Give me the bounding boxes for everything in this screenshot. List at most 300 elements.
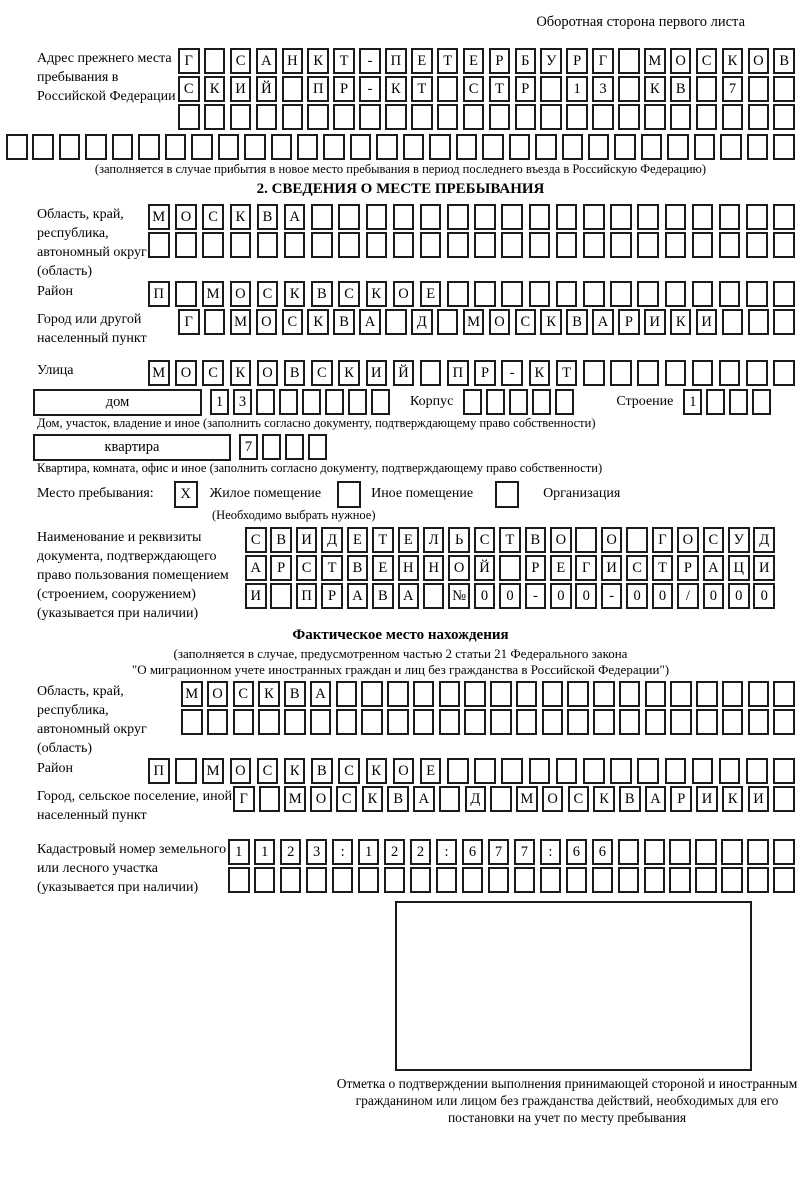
- char-cell[interactable]: [420, 204, 442, 230]
- char-cell[interactable]: [593, 709, 615, 735]
- char-cell[interactable]: [474, 204, 496, 230]
- char-cell[interactable]: В: [372, 583, 394, 609]
- char-cell[interactable]: [593, 681, 615, 707]
- char-cell[interactable]: [474, 281, 496, 307]
- char-cell[interactable]: П: [385, 48, 407, 74]
- char-cell[interactable]: М: [148, 204, 170, 230]
- other-premises-checkbox[interactable]: [337, 481, 361, 508]
- char-cell[interactable]: [361, 709, 383, 735]
- char-cell[interactable]: [501, 281, 523, 307]
- char-cell[interactable]: [254, 867, 276, 893]
- char-cell[interactable]: К: [529, 360, 551, 386]
- char-cell[interactable]: Е: [411, 48, 433, 74]
- char-cell[interactable]: -: [501, 360, 523, 386]
- char-cell[interactable]: [637, 204, 659, 230]
- char-cell[interactable]: 0: [474, 583, 496, 609]
- char-cell[interactable]: [32, 134, 54, 160]
- char-cell[interactable]: М: [230, 309, 252, 335]
- char-cell[interactable]: 1: [566, 76, 588, 102]
- char-cell[interactable]: [413, 709, 435, 735]
- char-cell[interactable]: [618, 76, 640, 102]
- char-cell[interactable]: [436, 867, 458, 893]
- char-cell[interactable]: [338, 232, 360, 258]
- char-cell[interactable]: К: [722, 786, 744, 812]
- char-cell[interactable]: О: [601, 527, 623, 553]
- char-cell[interactable]: [516, 681, 538, 707]
- char-cell[interactable]: У: [540, 48, 562, 74]
- char-cell[interactable]: [384, 867, 406, 893]
- char-cell[interactable]: [645, 681, 667, 707]
- char-cell[interactable]: 6: [462, 839, 484, 865]
- char-cell[interactable]: Т: [372, 527, 394, 553]
- char-cell[interactable]: [256, 104, 278, 130]
- char-cell[interactable]: [592, 867, 614, 893]
- char-cell[interactable]: 0: [753, 583, 775, 609]
- char-cell[interactable]: [348, 389, 367, 415]
- char-cell[interactable]: В: [270, 527, 292, 553]
- char-cell[interactable]: [719, 204, 741, 230]
- char-cell[interactable]: В: [284, 681, 306, 707]
- char-cell[interactable]: Н: [423, 555, 445, 581]
- char-cell[interactable]: [282, 76, 304, 102]
- char-cell[interactable]: [540, 867, 562, 893]
- char-cell[interactable]: В: [619, 786, 641, 812]
- char-cell[interactable]: И: [644, 309, 666, 335]
- char-cell[interactable]: [358, 867, 380, 893]
- char-cell[interactable]: [393, 232, 415, 258]
- char-cell[interactable]: [311, 232, 333, 258]
- char-cell[interactable]: [618, 867, 640, 893]
- char-cell[interactable]: А: [398, 583, 420, 609]
- char-cell[interactable]: К: [540, 309, 562, 335]
- char-cell[interactable]: М: [202, 758, 224, 784]
- char-cell[interactable]: Д: [465, 786, 487, 812]
- char-cell[interactable]: [529, 232, 551, 258]
- char-cell[interactable]: [403, 134, 425, 160]
- char-cell[interactable]: [486, 389, 505, 415]
- char-cell[interactable]: [747, 134, 769, 160]
- char-cell[interactable]: Т: [652, 555, 674, 581]
- char-cell[interactable]: И: [245, 583, 267, 609]
- char-cell[interactable]: В: [257, 204, 279, 230]
- char-cell[interactable]: С: [202, 204, 224, 230]
- house-type-field[interactable]: дом: [33, 389, 202, 416]
- char-cell[interactable]: [529, 758, 551, 784]
- char-cell[interactable]: О: [230, 758, 252, 784]
- char-cell[interactable]: [669, 867, 691, 893]
- char-cell[interactable]: [746, 360, 768, 386]
- char-cell[interactable]: 0: [626, 583, 648, 609]
- char-cell[interactable]: [592, 104, 614, 130]
- char-cell[interactable]: [447, 232, 469, 258]
- char-cell[interactable]: [447, 281, 469, 307]
- char-cell[interactable]: [696, 681, 718, 707]
- char-cell[interactable]: [464, 681, 486, 707]
- char-cell[interactable]: А: [413, 786, 435, 812]
- char-cell[interactable]: [619, 709, 641, 735]
- char-cell[interactable]: [501, 204, 523, 230]
- char-cell[interactable]: Т: [333, 48, 355, 74]
- char-cell[interactable]: А: [347, 583, 369, 609]
- char-cell[interactable]: С: [703, 527, 725, 553]
- char-cell[interactable]: [333, 104, 355, 130]
- char-cell[interactable]: [719, 232, 741, 258]
- char-cell[interactable]: [332, 867, 354, 893]
- char-cell[interactable]: 2: [384, 839, 406, 865]
- apartment-type-field[interactable]: квартира: [33, 434, 231, 461]
- char-cell[interactable]: [181, 709, 203, 735]
- char-cell[interactable]: М: [181, 681, 203, 707]
- char-cell[interactable]: [280, 867, 302, 893]
- char-cell[interactable]: С: [311, 360, 333, 386]
- char-cell[interactable]: [366, 232, 388, 258]
- char-cell[interactable]: [692, 281, 714, 307]
- char-cell[interactable]: [258, 709, 280, 735]
- char-cell[interactable]: С: [282, 309, 304, 335]
- char-cell[interactable]: [567, 709, 589, 735]
- char-cell[interactable]: [773, 281, 795, 307]
- char-cell[interactable]: [447, 758, 469, 784]
- char-cell[interactable]: С: [257, 281, 279, 307]
- char-cell[interactable]: С: [245, 527, 267, 553]
- char-cell[interactable]: [308, 434, 327, 460]
- char-cell[interactable]: Т: [556, 360, 578, 386]
- char-cell[interactable]: [148, 232, 170, 258]
- char-cell[interactable]: [746, 281, 768, 307]
- char-cell[interactable]: [748, 309, 770, 335]
- char-cell[interactable]: [178, 104, 200, 130]
- char-cell[interactable]: [746, 232, 768, 258]
- char-cell[interactable]: 7: [722, 76, 744, 102]
- char-cell[interactable]: [376, 134, 398, 160]
- char-cell[interactable]: [610, 360, 632, 386]
- char-cell[interactable]: Е: [550, 555, 572, 581]
- char-cell[interactable]: [535, 134, 557, 160]
- char-cell[interactable]: К: [284, 758, 306, 784]
- char-cell[interactable]: С: [233, 681, 255, 707]
- char-cell[interactable]: [746, 758, 768, 784]
- char-cell[interactable]: [464, 709, 486, 735]
- char-cell[interactable]: [359, 104, 381, 130]
- char-cell[interactable]: [279, 389, 298, 415]
- char-cell[interactable]: К: [366, 758, 388, 784]
- char-cell[interactable]: [665, 281, 687, 307]
- char-cell[interactable]: О: [677, 527, 699, 553]
- char-cell[interactable]: [207, 709, 229, 735]
- char-cell[interactable]: [644, 839, 666, 865]
- char-cell[interactable]: [610, 232, 632, 258]
- char-cell[interactable]: 7: [239, 434, 258, 460]
- char-cell[interactable]: [501, 758, 523, 784]
- char-cell[interactable]: В: [311, 758, 333, 784]
- char-cell[interactable]: С: [696, 48, 718, 74]
- char-cell[interactable]: [562, 134, 584, 160]
- char-cell[interactable]: Е: [372, 555, 394, 581]
- char-cell[interactable]: [746, 204, 768, 230]
- char-cell[interactable]: [191, 134, 213, 160]
- char-cell[interactable]: С: [474, 527, 496, 553]
- char-cell[interactable]: И: [696, 786, 718, 812]
- char-cell[interactable]: А: [359, 309, 381, 335]
- char-cell[interactable]: К: [230, 204, 252, 230]
- residential-checkbox[interactable]: X: [174, 481, 198, 508]
- char-cell[interactable]: К: [593, 786, 615, 812]
- char-cell[interactable]: [204, 104, 226, 130]
- char-cell[interactable]: Р: [566, 48, 588, 74]
- char-cell[interactable]: [670, 709, 692, 735]
- char-cell[interactable]: О: [175, 204, 197, 230]
- char-cell[interactable]: У: [728, 527, 750, 553]
- char-cell[interactable]: [748, 104, 770, 130]
- char-cell[interactable]: [514, 867, 536, 893]
- char-cell[interactable]: 1: [228, 839, 250, 865]
- char-cell[interactable]: [670, 681, 692, 707]
- char-cell[interactable]: Д: [753, 527, 775, 553]
- char-cell[interactable]: [722, 709, 744, 735]
- char-cell[interactable]: О: [448, 555, 470, 581]
- char-cell[interactable]: Д: [411, 309, 433, 335]
- char-cell[interactable]: 2: [410, 839, 432, 865]
- char-cell[interactable]: В: [333, 309, 355, 335]
- char-cell[interactable]: В: [284, 360, 306, 386]
- char-cell[interactable]: [204, 309, 226, 335]
- char-cell[interactable]: Р: [670, 786, 692, 812]
- char-cell[interactable]: [583, 281, 605, 307]
- char-cell[interactable]: М: [516, 786, 538, 812]
- char-cell[interactable]: [614, 134, 636, 160]
- char-cell[interactable]: Й: [474, 555, 496, 581]
- char-cell[interactable]: Р: [270, 555, 292, 581]
- char-cell[interactable]: [696, 709, 718, 735]
- char-cell[interactable]: А: [592, 309, 614, 335]
- char-cell[interactable]: [311, 204, 333, 230]
- char-cell[interactable]: [350, 134, 372, 160]
- char-cell[interactable]: М: [148, 360, 170, 386]
- char-cell[interactable]: [610, 204, 632, 230]
- char-cell[interactable]: И: [601, 555, 623, 581]
- char-cell[interactable]: [583, 232, 605, 258]
- char-cell[interactable]: [637, 281, 659, 307]
- char-cell[interactable]: [532, 389, 551, 415]
- char-cell[interactable]: [773, 786, 795, 812]
- char-cell[interactable]: О: [393, 758, 415, 784]
- char-cell[interactable]: Р: [321, 583, 343, 609]
- char-cell[interactable]: П: [148, 281, 170, 307]
- char-cell[interactable]: [371, 389, 390, 415]
- char-cell[interactable]: 0: [499, 583, 521, 609]
- char-cell[interactable]: С: [257, 758, 279, 784]
- char-cell[interactable]: [610, 281, 632, 307]
- char-cell[interactable]: [721, 867, 743, 893]
- char-cell[interactable]: К: [284, 281, 306, 307]
- char-cell[interactable]: [773, 839, 795, 865]
- char-cell[interactable]: С: [178, 76, 200, 102]
- char-cell[interactable]: Й: [393, 360, 415, 386]
- char-cell[interactable]: [488, 867, 510, 893]
- char-cell[interactable]: [752, 389, 771, 415]
- char-cell[interactable]: П: [296, 583, 318, 609]
- char-cell[interactable]: [566, 867, 588, 893]
- char-cell[interactable]: [644, 104, 666, 130]
- char-cell[interactable]: 3: [233, 389, 252, 415]
- char-cell[interactable]: Р: [525, 555, 547, 581]
- char-cell[interactable]: Г: [233, 786, 255, 812]
- organization-checkbox[interactable]: [495, 481, 519, 508]
- char-cell[interactable]: С: [296, 555, 318, 581]
- char-cell[interactable]: О: [670, 48, 692, 74]
- char-cell[interactable]: [773, 709, 795, 735]
- char-cell[interactable]: Н: [398, 555, 420, 581]
- char-cell[interactable]: [256, 389, 275, 415]
- char-cell[interactable]: -: [525, 583, 547, 609]
- char-cell[interactable]: О: [230, 281, 252, 307]
- char-cell[interactable]: [439, 681, 461, 707]
- char-cell[interactable]: [773, 309, 795, 335]
- char-cell[interactable]: Е: [347, 527, 369, 553]
- char-cell[interactable]: К: [258, 681, 280, 707]
- char-cell[interactable]: М: [202, 281, 224, 307]
- char-cell[interactable]: [490, 681, 512, 707]
- char-cell[interactable]: [747, 867, 769, 893]
- char-cell[interactable]: В: [773, 48, 795, 74]
- char-cell[interactable]: Ь: [448, 527, 470, 553]
- char-cell[interactable]: И: [366, 360, 388, 386]
- char-cell[interactable]: 1: [254, 839, 276, 865]
- char-cell[interactable]: [722, 309, 744, 335]
- char-cell[interactable]: 1: [358, 839, 380, 865]
- char-cell[interactable]: К: [644, 76, 666, 102]
- char-cell[interactable]: Г: [592, 48, 614, 74]
- char-cell[interactable]: Е: [420, 758, 442, 784]
- char-cell[interactable]: 0: [728, 583, 750, 609]
- char-cell[interactable]: 7: [514, 839, 536, 865]
- char-cell[interactable]: В: [387, 786, 409, 812]
- char-cell[interactable]: [665, 204, 687, 230]
- char-cell[interactable]: Е: [398, 527, 420, 553]
- char-cell[interactable]: [540, 76, 562, 102]
- char-cell[interactable]: Т: [437, 48, 459, 74]
- char-cell[interactable]: Т: [321, 555, 343, 581]
- char-cell[interactable]: [423, 583, 445, 609]
- char-cell[interactable]: О: [310, 786, 332, 812]
- char-cell[interactable]: В: [566, 309, 588, 335]
- char-cell[interactable]: Т: [411, 76, 433, 102]
- char-cell[interactable]: [748, 76, 770, 102]
- char-cell[interactable]: [555, 389, 574, 415]
- char-cell[interactable]: [59, 134, 81, 160]
- char-cell[interactable]: [336, 709, 358, 735]
- char-cell[interactable]: М: [644, 48, 666, 74]
- char-cell[interactable]: [773, 104, 795, 130]
- char-cell[interactable]: :: [436, 839, 458, 865]
- char-cell[interactable]: [637, 758, 659, 784]
- char-cell[interactable]: [474, 232, 496, 258]
- char-cell[interactable]: Г: [178, 48, 200, 74]
- char-cell[interactable]: [747, 839, 769, 865]
- char-cell[interactable]: [773, 360, 795, 386]
- char-cell[interactable]: [696, 76, 718, 102]
- char-cell[interactable]: 0: [652, 583, 674, 609]
- char-cell[interactable]: [722, 104, 744, 130]
- char-cell[interactable]: [542, 681, 564, 707]
- char-cell[interactable]: С: [230, 48, 252, 74]
- char-cell[interactable]: [618, 104, 640, 130]
- char-cell[interactable]: [529, 204, 551, 230]
- char-cell[interactable]: [665, 758, 687, 784]
- char-cell[interactable]: [336, 681, 358, 707]
- char-cell[interactable]: 2: [280, 839, 302, 865]
- char-cell[interactable]: Р: [489, 48, 511, 74]
- char-cell[interactable]: [447, 204, 469, 230]
- char-cell[interactable]: [588, 134, 610, 160]
- char-cell[interactable]: [165, 134, 187, 160]
- char-cell[interactable]: [85, 134, 107, 160]
- char-cell[interactable]: Т: [489, 76, 511, 102]
- char-cell[interactable]: А: [645, 786, 667, 812]
- char-cell[interactable]: [420, 232, 442, 258]
- char-cell[interactable]: [566, 104, 588, 130]
- char-cell[interactable]: [706, 389, 725, 415]
- char-cell[interactable]: П: [307, 76, 329, 102]
- char-cell[interactable]: [721, 839, 743, 865]
- char-cell[interactable]: [509, 389, 528, 415]
- char-cell[interactable]: [439, 709, 461, 735]
- char-cell[interactable]: О: [175, 360, 197, 386]
- char-cell[interactable]: В: [525, 527, 547, 553]
- char-cell[interactable]: А: [284, 204, 306, 230]
- char-cell[interactable]: Г: [575, 555, 597, 581]
- char-cell[interactable]: [297, 134, 319, 160]
- char-cell[interactable]: [385, 309, 407, 335]
- char-cell[interactable]: 1: [210, 389, 229, 415]
- char-cell[interactable]: Г: [652, 527, 674, 553]
- char-cell[interactable]: [610, 758, 632, 784]
- char-cell[interactable]: С: [202, 360, 224, 386]
- char-cell[interactable]: [230, 104, 252, 130]
- char-cell[interactable]: [540, 104, 562, 130]
- char-cell[interactable]: [692, 360, 714, 386]
- char-cell[interactable]: [482, 134, 504, 160]
- char-cell[interactable]: 7: [488, 839, 510, 865]
- char-cell[interactable]: [542, 709, 564, 735]
- char-cell[interactable]: С: [338, 758, 360, 784]
- char-cell[interactable]: [366, 204, 388, 230]
- char-cell[interactable]: [282, 104, 304, 130]
- char-cell[interactable]: [556, 758, 578, 784]
- char-cell[interactable]: [270, 583, 292, 609]
- char-cell[interactable]: [410, 867, 432, 893]
- char-cell[interactable]: И: [748, 786, 770, 812]
- char-cell[interactable]: К: [338, 360, 360, 386]
- char-cell[interactable]: Т: [499, 527, 521, 553]
- char-cell[interactable]: [489, 104, 511, 130]
- char-cell[interactable]: 0: [550, 583, 572, 609]
- char-cell[interactable]: [6, 134, 28, 160]
- char-cell[interactable]: [729, 389, 748, 415]
- char-cell[interactable]: [323, 134, 345, 160]
- char-cell[interactable]: К: [366, 281, 388, 307]
- char-cell[interactable]: [773, 758, 795, 784]
- char-cell[interactable]: [719, 360, 741, 386]
- char-cell[interactable]: [338, 204, 360, 230]
- char-cell[interactable]: [284, 232, 306, 258]
- char-cell[interactable]: [516, 709, 538, 735]
- char-cell[interactable]: К: [307, 48, 329, 74]
- char-cell[interactable]: [230, 232, 252, 258]
- char-cell[interactable]: -: [601, 583, 623, 609]
- char-cell[interactable]: К: [722, 48, 744, 74]
- char-cell[interactable]: [411, 104, 433, 130]
